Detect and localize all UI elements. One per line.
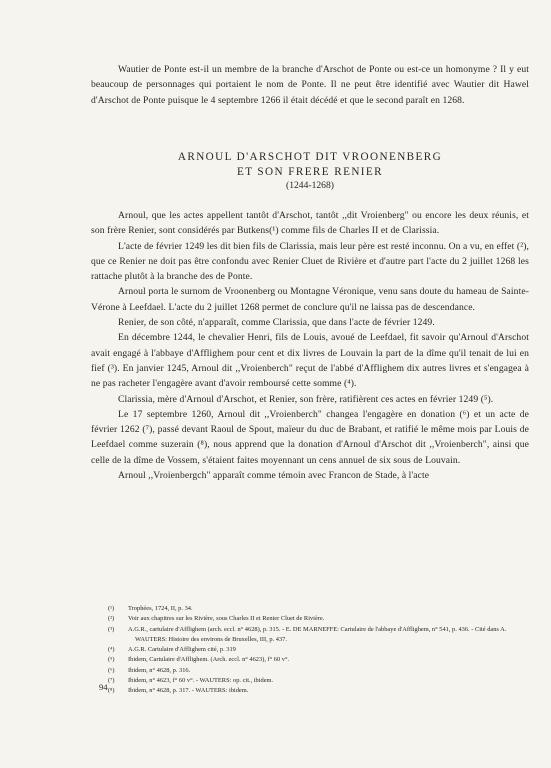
title-line-2: ET SON FRERE RENIER — [236, 165, 384, 178]
footnote-mark: (⁵) — [108, 656, 115, 664]
footnote-mark: (⁶) — [108, 666, 115, 674]
footnote-text: Ibidem, n° 4623, f° 60 v°. - WAUTERS: op. cit., ibidem. — [128, 677, 274, 685]
footnote — [108, 604, 528, 614]
paragraph: Arnoul porta le surnom de Vroonenberg ou Montagne Véronique, venu sans doute du hameau de Sainte-Vérone à Leefdael. L'acte du 2 juillet 1268 permet de conclure qu'il ne laissa pas de descendance. — [91, 286, 529, 313]
paragraph: Clarissia, mère d'Arnoul d'Arschot, et Renier, son frère, ratifièrent ces actes en février 1249 (⁵). — [118, 393, 494, 405]
section-title — [91, 150, 529, 193]
paragraph: En décembre 1244, le chevalier Henri, fils de Louis, avoué de Leefdael, fit savoir qu'Arnoul d'Arschot avait engagé à l'abbaye d'Afflighem pour cent et dix livres de Louvain la part de la dîme qu'il tenait de lui en fief (³). En janvier 1245, Arnoul dit ,,Vroienberch" reçut de l'abbé d'Afflighem dix autres livres et s'engagea à ne pas racheter l'engagère avant d'avoir remboursé cette somme (⁴). — [91, 332, 529, 390]
footnote-mark: (⁴) — [108, 646, 115, 654]
footnotes — [108, 604, 528, 697]
footnote-mark: (³) — [108, 625, 115, 633]
footnote-text: Ibidem, Cartulaire d'Afflighem. (Arch. eccl. n° 4623), f° 60 v°. — [128, 656, 290, 664]
footnote — [108, 655, 528, 665]
footnote — [108, 614, 528, 624]
footnote-text: Voir aux chapitres sur les Rivière, sous Charles II et Renier Cluet de Rivière. — [128, 615, 325, 623]
footnote-mark: (⁷) — [108, 677, 115, 685]
footnote-text: Trophées, 1724, II, p. 34. — [128, 605, 193, 612]
footnote-mark: (⁸) — [108, 687, 115, 695]
paragraph: Wautier de Ponte est-il un membre de la branche d'Arschot de Ponte ou est-ce un homonyme ? Il y eut beaucoup de personnages qui portaient le nom de Ponte. Il ne peut être identifié avec Wautier dit Hawel d'Arschot de Ponte puisque le 4 septembre 1266 il était décédé et que le second paraît en 1268. — [91, 64, 529, 106]
footnote — [108, 625, 528, 646]
footnote-text: A.G.R. Cartulaire d'Afflighem cité, p. 319 — [128, 646, 236, 654]
paragraph: Arnoul ,,Vroienbergch" apparaît comme témoin avec Francon de Stade, à l'acte — [118, 470, 430, 482]
footnote — [108, 645, 528, 655]
title-dates: (1244-1268) — [286, 180, 334, 191]
paragraph: Arnoul, que les actes appellent tantôt d'Arschot, tantôt ,,dit Vroienberg" ou encore les deux réunis, et son frère Renier, sont considérés par Butkens(¹) comme fils de Charles II et de Clarissia. — [91, 210, 529, 237]
title-line-1: ARNOUL D'ARSCHOT DIT VROONENBERG — [177, 151, 443, 163]
page-number: 94 — [99, 682, 108, 692]
footnote — [108, 676, 528, 686]
footnote-text: A.G.R., cartulaire d'Afflighem (arch. eccl. n° 4628), p. 315. - E. DE MARNEFFE: Cartulaire de l'abbaye d'Afflighem, n° 541, p. 436. - Cité dans A. WAUTERS: Histoire des environs de Bruxelles, III, p. 437. — [128, 625, 507, 643]
footnote — [108, 686, 528, 696]
footnote — [108, 666, 528, 676]
intro-section — [91, 62, 529, 108]
body-section — [91, 208, 529, 483]
paragraph: Renier, de son côté, n'apparaît, comme Clarissia, que dans l'acte de février 1249. — [118, 317, 435, 329]
footnote-mark: (¹) — [108, 605, 115, 612]
paragraph: L'acte de février 1249 les dit bien fils de Clarissia, mais leur père est resté inconnu. On a vu, en effet (²), que ce Renier ne doit pas être confondu avec Renier Cluet de Rivière et d'autre part l'acte du 2 juillet 1268 les rattache plutôt à la branche des de Ponte. — [91, 240, 529, 283]
paragraph: Le 17 septembre 1260, Arnoul dit ,,Vroienberch" changea l'engagère en donation (⁶) et un acte de février 1262 (⁷), passé devant Raoul de Spout, maïeur du duc de Brabant, et ratifié le même mois par Louis de Leefdael comme suzerain (⁸), nous apprend que la donation d'Arnoul d'Arschot dit ,,Vroienberch", ainsi que celle de la dîme de Vossem, s'étaient faites moyennant un cens annuel de six sous de Louvain. — [91, 408, 529, 466]
footnote-mark: (²) — [108, 615, 115, 623]
footnote-text: Ibidem, n° 4628, p. 317. - WAUTERS: ibidem. — [128, 687, 249, 695]
footnote-text: Ibidem, n° 4628, p. 316. — [128, 666, 191, 674]
